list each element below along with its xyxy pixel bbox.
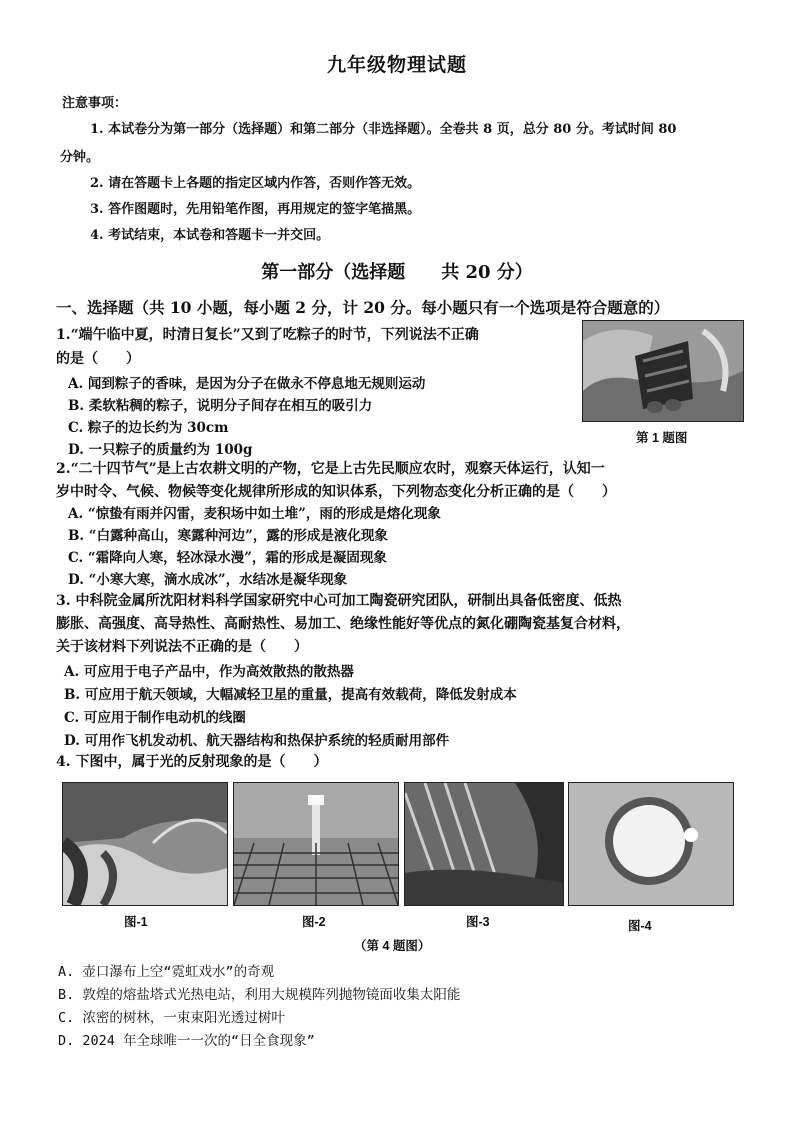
q3-option-b: B. 可应用于航天领域，大幅减轻卫星的重量，提高有效载荷，降低发射成本 bbox=[64, 687, 517, 703]
waterfall-rainbow-photo-icon bbox=[63, 783, 227, 905]
q1-stem-line-1: 1.“端午临中夏，时清日复长”又到了吃粽子的时节，下列说法不正确 bbox=[56, 327, 479, 343]
forest-sunbeam-photo-icon bbox=[405, 783, 563, 905]
page-title: 九年级物理试题 bbox=[326, 54, 467, 76]
notice-item-1: 1. 本试卷分为第一部分（选择题）和第二部分（非选择题）。全卷共 8 页，总分 80 分。考试时间 80 bbox=[90, 122, 677, 137]
solar-eclipse-photo-icon bbox=[569, 783, 733, 905]
q1-figure-image bbox=[582, 320, 744, 422]
q4-stem: 4. 下图中，属于光的反射现象的是（ ） bbox=[56, 754, 328, 770]
q1-option-c: C. 粽子的边长约为 30cm bbox=[68, 420, 229, 436]
q1-figure-caption: 第 1 题图 bbox=[636, 431, 688, 445]
q4-option-c: C. 浓密的树林，一束束阳光透过树叶 bbox=[58, 1010, 285, 1026]
solar-tower-photo-icon bbox=[234, 783, 398, 905]
q3-stem-line-2: 膨胀、高强度、高导热性、高耐热性、易加工、绝缘性能好等优点的氮化硼陶瓷基复合材料， bbox=[56, 616, 630, 632]
q2-option-a: A. “惊蛰有雨并闪雷，麦积场中如土堆”，雨的形成是熔化现象 bbox=[68, 506, 441, 522]
q2-stem-line-1: 2.“二十四节气”是上古农耕文明的产物，它是上古先民顺应农时，观察天体运行，认知一 bbox=[56, 461, 605, 477]
q1-option-a: A. 闻到粽子的香味，是因为分子在做永不停息地无规则运动 bbox=[68, 376, 426, 392]
q4-figure-2-image bbox=[233, 782, 399, 906]
q4-option-a: A. 壶口瀑布上空“霓虹戏水”的奇观 bbox=[58, 964, 275, 980]
q1-option-b: B. 柔软粘稠的粽子，说明分子间存在相互的吸引力 bbox=[68, 398, 373, 414]
q4-figure-2-caption: 图-2 bbox=[302, 915, 326, 929]
q4-group-caption: （第 4 题图） bbox=[354, 939, 431, 953]
q3-option-d: D. 可用作飞机发动机、航天器结构和热保护系统的轻质耐用部件 bbox=[64, 733, 450, 749]
q3-stem-line-1: 3. 中科院金属所沈阳材料科学国家研究中心可加工陶瓷研究团队，研制出具备低密度、低热 bbox=[56, 593, 622, 609]
q4-option-d: D. 2024 年全球唯一一次的“日全食现象” bbox=[58, 1033, 315, 1049]
q4-figure-1-caption: 图-1 bbox=[124, 915, 148, 929]
notice-item-4: 4. 考试结束，本试卷和答题卡一并交回。 bbox=[90, 228, 330, 243]
q2-stem-line-2: 岁中时令、气候、物候等变化规律所形成的知识体系，下列物态变化分析正确的是（ ） bbox=[56, 484, 616, 500]
notice-label: 注意事项： bbox=[62, 96, 128, 111]
q1-option-d: D. 一只粽子的质量约为 100g bbox=[68, 442, 253, 458]
notice-item-1-cont: 分钟。 bbox=[60, 150, 100, 165]
q2-option-d: D. “小寒大寒，滴水成冰”，水结冰是凝华现象 bbox=[68, 572, 348, 588]
q4-figure-3-caption: 图-3 bbox=[466, 915, 490, 929]
notice-item-2: 2. 请在答题卡上各题的指定区域内作答，否则作答无效。 bbox=[90, 176, 421, 191]
part-heading: 一、选择题（共 10 小题，每小题 2 分，计 20 分。每小题只有一个选项是符合题意的） bbox=[56, 298, 670, 317]
q1-stem-line-2: 的是（ ） bbox=[56, 351, 140, 367]
q4-option-b: B. 敦煌的熔盐塔式光热电站，利用大规模阵列抛物镜面收集太阳能 bbox=[58, 987, 461, 1003]
zongzi-photo-icon bbox=[583, 321, 743, 421]
section-title: 第一部分（选择题 共 20 分） bbox=[261, 262, 533, 283]
q4-figure-4-caption: 图-4 bbox=[628, 919, 652, 933]
notice-item-3: 3. 答作图题时，先用铅笔作图，再用规定的签字笔描黑。 bbox=[90, 202, 421, 217]
q3-stem-line-3: 关于该材料下列说法不正确的是（ ） bbox=[56, 639, 308, 655]
q3-option-a: A. 可应用于电子产品中，作为高效散热的散热器 bbox=[64, 664, 354, 680]
q3-option-c: C. 可应用于制作电动机的线圈 bbox=[64, 710, 246, 726]
q4-figure-3-image bbox=[404, 782, 564, 906]
q4-figure-1-image bbox=[62, 782, 228, 906]
q4-figure-4-image bbox=[568, 782, 734, 906]
q2-option-c: C. “霜降向人寒，轻冰渌水漫”，霜的形成是凝固现象 bbox=[68, 550, 387, 566]
q2-option-b: B. “白露种高山，寒露种河边”，露的形成是液化现象 bbox=[68, 528, 388, 544]
